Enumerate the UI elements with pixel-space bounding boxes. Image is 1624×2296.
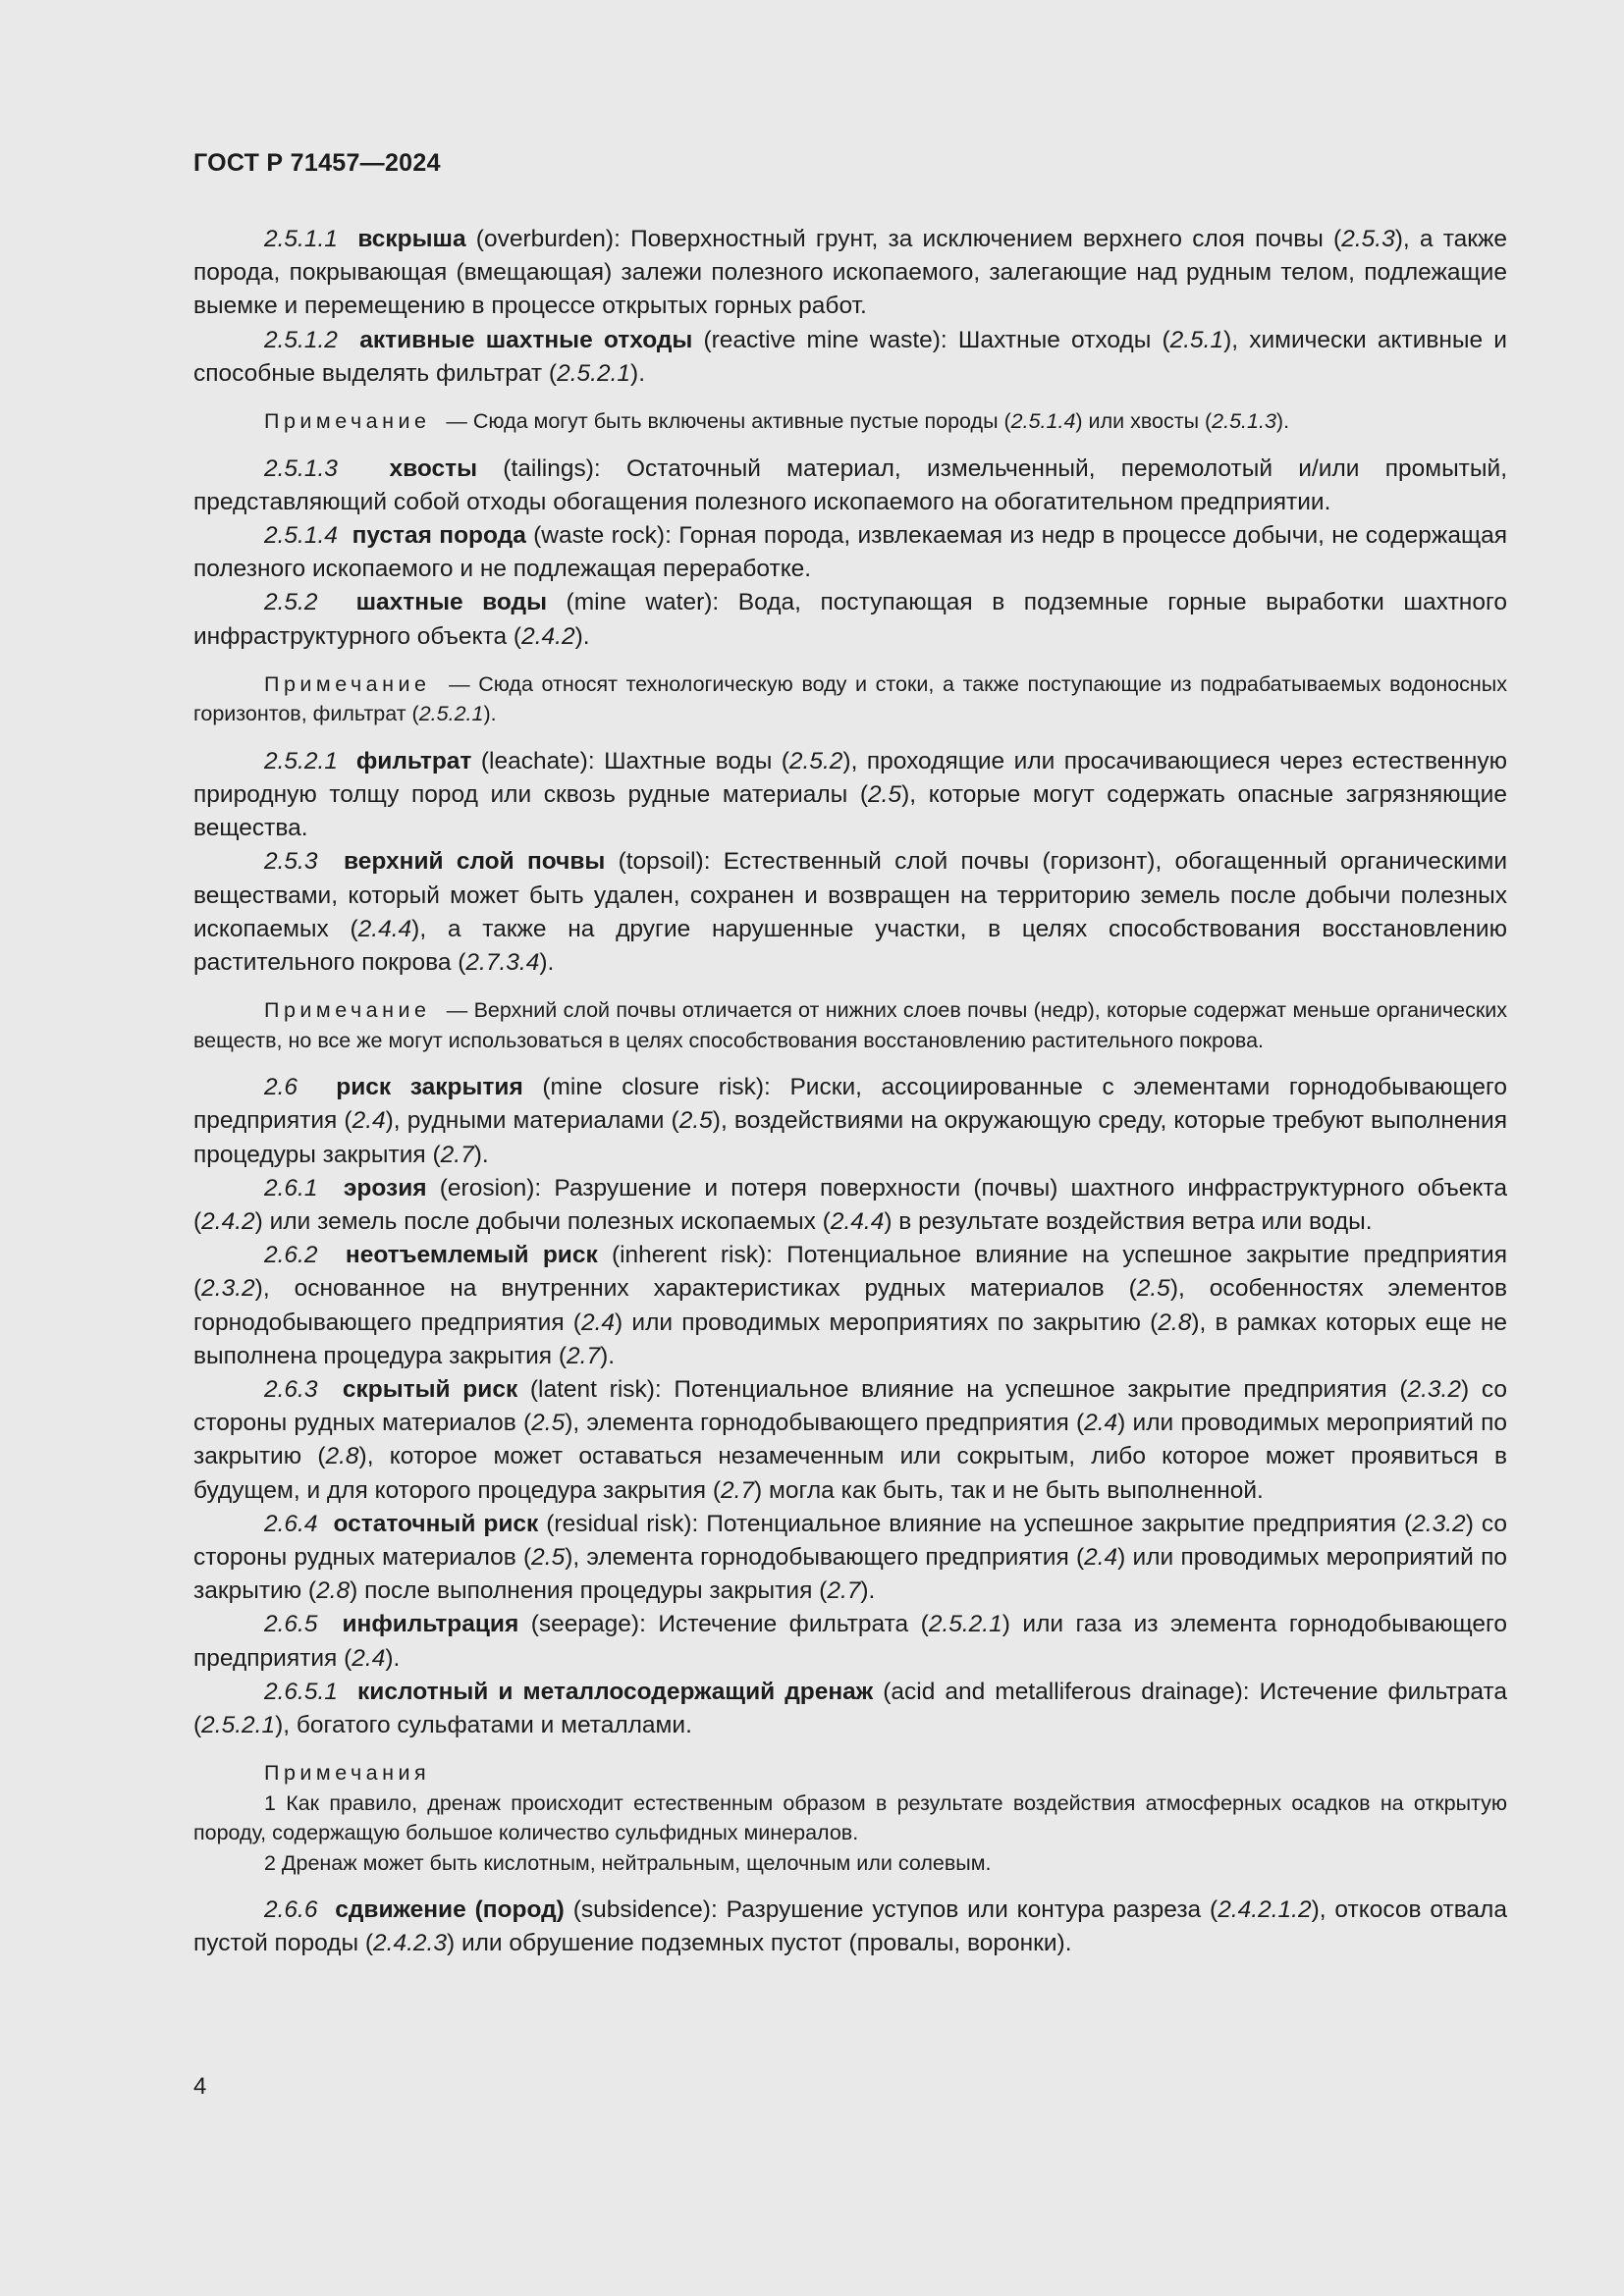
notes-label: Примечания bbox=[264, 1761, 431, 1786]
term-entry-2-5-1-4 bbox=[193, 519, 1507, 586]
note-text: — Сюда относят технологическую воду и стоки, а также поступающие из подрабатываемых водоносных горизонтов, фильтрат ( bbox=[193, 671, 1507, 726]
cross-reference: 2.8 bbox=[1158, 1308, 1192, 1336]
term-number: 2.6 bbox=[264, 1074, 298, 1101]
term-definition-tail: ), а также на другие нарушенные участки, в целях способствования восстановлению растительного покрова ( bbox=[193, 915, 1507, 976]
term-definition-tail: ), химически активные и способные выделять фильтрат ( bbox=[193, 326, 1507, 387]
term-definition: (subsidence): Разрушение уступов или контура разреза ( bbox=[564, 1896, 1218, 1924]
term-number: 2.5.1.3 bbox=[264, 454, 338, 482]
cross-reference: 2.5.2.1 bbox=[201, 1712, 276, 1739]
term-number: 2.5.3 bbox=[264, 848, 318, 876]
cross-reference: 2.8 bbox=[316, 1577, 351, 1605]
term-entry-2-6-5 bbox=[193, 1608, 1507, 1675]
cross-reference: 2.5.2.1 bbox=[928, 1611, 1002, 1638]
cross-reference: 2.5.2.1 bbox=[557, 359, 631, 387]
term-definition-tail: ) или проводимых мероприятиях по закрытию ( bbox=[615, 1308, 1159, 1336]
standard-header: ГОСТ Р 71457—2024 bbox=[193, 149, 441, 177]
term-entry-2-6-3 bbox=[193, 1373, 1507, 1508]
term-entry-2-6-2 bbox=[193, 1239, 1507, 1373]
term-name: инфильтрация bbox=[342, 1611, 519, 1638]
note-text: — Верхний слой почвы отличается от нижних слоев почвы (недр), которые содержат меньше органических веществ, но все же могут использоваться в целях способствования восстановлению растительного покрова. bbox=[193, 998, 1507, 1052]
cross-reference: 2.3.2 bbox=[201, 1275, 255, 1303]
term-definition-tail: ). bbox=[574, 622, 590, 650]
term-name: хвосты bbox=[389, 454, 478, 482]
term-name: верхний слой почвы bbox=[344, 848, 606, 876]
cross-reference: 2.5 bbox=[678, 1107, 713, 1135]
term-entry-2-5-3 bbox=[193, 845, 1507, 980]
term-definition-tail: ), элемента горнодобывающего предприятия ( bbox=[565, 1544, 1085, 1571]
term-definition: (latent risk): Потенциальное влияние на успешное закрытие предприятия ( bbox=[517, 1375, 1408, 1403]
term-definition-tail: ) или обрушение подземных пустот (провалы, воронки). bbox=[446, 1930, 1072, 1957]
term-definition-tail: ), в рамках которых еще не выполнена процедура закрытия ( bbox=[193, 1308, 1507, 1369]
term-definition-tail: ). bbox=[600, 1342, 616, 1369]
note-text: — Сюда могут быть включены активные пустые породы ( bbox=[440, 409, 1011, 434]
term-definition-tail: ), основанное на внутренних характеристиках рудных материалов ( bbox=[254, 1275, 1137, 1303]
term-definition: (mine closure risk): Риски, ассоциированные с элементами горнодобывающего предприятия ( bbox=[193, 1074, 1507, 1135]
term-entry-2-5-1-1 bbox=[193, 223, 1507, 324]
term-definition: (reactive mine waste): Шахтные отходы ( bbox=[692, 326, 1170, 353]
cross-reference: 2.3.2 bbox=[1412, 1510, 1466, 1537]
term-definition-tail: ), откосов отвала пустой породы ( bbox=[193, 1896, 1507, 1957]
term-number: 2.5.1.2 bbox=[264, 326, 338, 353]
term-definition: (inherent risk): Потенциальное влияние на успешное закрытие предприятия ( bbox=[193, 1242, 1507, 1303]
term-name: шахтные воды bbox=[355, 589, 548, 616]
term-definition-tail: ) или газа из элемента горнодобывающего предприятия ( bbox=[193, 1611, 1508, 1672]
term-entry-2-5-1-3 bbox=[193, 453, 1507, 519]
cross-reference: 2.4 bbox=[1084, 1410, 1118, 1437]
term-number: 2.6.1 bbox=[264, 1174, 318, 1201]
cross-reference: 2.4.2.3 bbox=[373, 1930, 447, 1957]
term-definition: (topsoil): Естественный слой почвы (горизонт), обогащенный органическими веществами, который может быть удален, сохранен и возвращен на территорию земель после добычи полезных ископаемых ( bbox=[193, 848, 1508, 942]
cross-reference: 2.4.2 bbox=[521, 622, 575, 650]
cross-reference: 2.5.3 bbox=[1341, 226, 1395, 252]
page-number: 4 bbox=[193, 2073, 207, 2100]
term-entry-2-6-1 bbox=[193, 1172, 1507, 1239]
term-number: 2.6.5.1 bbox=[264, 1678, 338, 1705]
cross-reference: 2.4.2 bbox=[201, 1207, 255, 1235]
cross-reference: 2.4 bbox=[580, 1308, 616, 1336]
term-number: 2.6.2 bbox=[264, 1242, 318, 1269]
cross-reference: 2.5.1.3 bbox=[1212, 409, 1276, 434]
term-definition-tail: ) или проводимых мероприятий по закрытию ( bbox=[193, 1410, 1507, 1470]
cross-reference: 2.7 bbox=[720, 1476, 755, 1504]
term-definition-tail: ). bbox=[539, 948, 555, 976]
term-definition-tail: ), которое может оставаться незамеченным или сокрытым, либо которое может проявиться в будущем, и для которого процедура закрытия ( bbox=[193, 1443, 1507, 1504]
document-body bbox=[193, 223, 1507, 1961]
term-number: 2.5.2 bbox=[264, 589, 318, 616]
cross-reference: 2.5.2 bbox=[788, 747, 843, 774]
cross-reference: 2.5.2.1 bbox=[418, 702, 484, 726]
term-entry-2-5-1-2 bbox=[193, 324, 1507, 391]
term-name: эрозия bbox=[343, 1174, 427, 1201]
cross-reference: 2.7 bbox=[440, 1141, 474, 1168]
term-name: риск закрытия bbox=[336, 1074, 523, 1101]
note-2-5-2 bbox=[193, 669, 1507, 729]
cross-reference: 2.4 bbox=[352, 1107, 386, 1135]
term-definition-tail: ), рудными материалами ( bbox=[385, 1107, 679, 1135]
cross-reference: 2.7 bbox=[567, 1342, 601, 1369]
cross-reference: 2.5 bbox=[531, 1544, 566, 1571]
cross-reference: 2.4.2.1.2 bbox=[1218, 1896, 1312, 1924]
term-definition-tail: ) со стороны рудных материалов ( bbox=[193, 1510, 1507, 1571]
term-number: 2.6.4 bbox=[264, 1510, 318, 1537]
term-definition-tail: ) со стороны рудных материалов ( bbox=[193, 1375, 1507, 1437]
term-definition-tail: ) или проводимых мероприятий по закрытию ( bbox=[193, 1544, 1507, 1605]
term-definition-tail: ) или земель после добычи полезных ископаемых ( bbox=[254, 1207, 831, 1235]
term-definition: (mine water): Вода, поступающая в подземные горные выработки шахтного инфраструктурного объекта ( bbox=[193, 589, 1507, 650]
cross-reference: 2.5 bbox=[531, 1410, 566, 1437]
note-text-tail: ). bbox=[1275, 409, 1290, 434]
term-entry-2-6-5-1 bbox=[193, 1676, 1507, 1742]
term-definition-tail: ) могла как быть, так и не быть выполненной. bbox=[754, 1476, 1264, 1504]
note-2-5-3 bbox=[193, 995, 1507, 1055]
cross-reference: 2.5.1.4 bbox=[1010, 409, 1076, 434]
note-item-2: 2 Дренаж может быть кислотным, нейтральным, щелочным или солевым. bbox=[264, 1850, 992, 1875]
cross-reference: 2.5 bbox=[1136, 1275, 1170, 1303]
note-text-tail: ) или хвосты ( bbox=[1075, 409, 1213, 434]
note-label: Примечание bbox=[264, 409, 431, 434]
term-name: неотъемлемый риск bbox=[345, 1242, 598, 1269]
term-definition: (erosion): Разрушение и потеря поверхности (почвы) шахтного инфраструктурного объекта ( bbox=[193, 1174, 1507, 1235]
term-name: сдвижение (пород) bbox=[335, 1896, 565, 1924]
term-name: вскрыша bbox=[357, 226, 466, 252]
term-name: активные шахтные отходы bbox=[359, 326, 693, 353]
cross-reference: 2.5.1 bbox=[1169, 326, 1224, 353]
term-definition-tail: ). bbox=[630, 359, 646, 387]
note-label: Примечание bbox=[264, 671, 431, 696]
cross-reference: 2.4 bbox=[352, 1644, 386, 1672]
note-2-5-1-2 bbox=[193, 406, 1507, 437]
term-name: скрытый риск bbox=[342, 1375, 518, 1403]
term-name: фильтрат bbox=[355, 747, 472, 774]
term-definition-tail: ) в результате воздействия ветра или воды. bbox=[884, 1207, 1373, 1235]
term-definition-tail: ), богатого сульфатами и металлами. bbox=[275, 1712, 692, 1739]
note-label: Примечание bbox=[264, 998, 431, 1023]
term-entry-2-6-6 bbox=[193, 1894, 1507, 1960]
term-definition: (tailings): Остаточный материал, измельченный, перемолотый и/или промытый, представляющий собой отходы обогащения полезного ископаемого на обогатительном предприятии. bbox=[193, 454, 1507, 515]
term-entry-2-5-2-1 bbox=[193, 745, 1507, 846]
term-entry-2-5-2 bbox=[193, 586, 1507, 653]
term-definition-tail: ), а также порода, покрывающая (вмещающая) залежи полезного ископаемого, залегающие над рудным телом, подлежащие выемке и перемещению в процессе открытых горных работ. bbox=[193, 226, 1508, 320]
term-definition: (acid and metalliferous drainage): Истечение фильтрата ( bbox=[193, 1678, 1507, 1739]
term-number: 2.5.2.1 bbox=[264, 747, 338, 774]
term-definition-tail: ). bbox=[473, 1141, 489, 1168]
term-definition: (overburden): Поверхностный грунт, за исключением верхнего слоя почвы ( bbox=[465, 226, 1342, 252]
term-name: пустая порода bbox=[352, 521, 526, 549]
term-definition-tail: ), особенностях элементов горнодобывающего предприятия ( bbox=[193, 1275, 1507, 1336]
term-number: 2.6.6 bbox=[264, 1896, 318, 1924]
term-definition: (waste rock): Горная порода, извлекаемая из недр в процессе добычи, не содержащая полезного ископаемого и не подлежащая переработке. bbox=[193, 521, 1507, 583]
term-entry-2-6-4 bbox=[193, 1508, 1507, 1609]
cross-reference: 2.5 bbox=[868, 780, 902, 808]
term-definition: (leachate): Шахтные воды ( bbox=[471, 747, 789, 774]
term-definition-tail: ) после выполнения процедуры закрытия ( bbox=[350, 1577, 828, 1605]
term-number: 2.6.5 bbox=[264, 1611, 318, 1638]
term-number: 2.5.1.4 bbox=[264, 521, 338, 549]
note-item-1: 1 Как правило, дренаж происходит естественным образом в результате воздействия атмосферных осадков на открытую породу, содержащую большое количество сульфидных минералов. bbox=[193, 1790, 1507, 1845]
cross-reference: 2.7.3.4 bbox=[465, 948, 540, 976]
cross-reference: 2.4.4 bbox=[357, 915, 412, 942]
term-definition-tail: ), элемента горнодобывающего предприятия ( bbox=[565, 1410, 1085, 1437]
cross-reference: 2.8 bbox=[325, 1443, 359, 1470]
term-entry-2-6 bbox=[193, 1071, 1507, 1172]
cross-reference: 2.4.4 bbox=[830, 1207, 885, 1235]
term-name: кислотный и металлосодержащий дренаж bbox=[357, 1678, 874, 1705]
term-definition: (seepage): Истечение фильтрата ( bbox=[518, 1611, 929, 1638]
term-definition-tail: ). bbox=[860, 1577, 876, 1605]
term-definition-tail: ), которые могут содержать опасные загрязняющие вещества. bbox=[193, 780, 1507, 842]
term-definition-tail: ), воздействиями на окружающую среду, которые требуют выполнения процедуры закрытия ( bbox=[193, 1107, 1508, 1168]
cross-reference: 2.3.2 bbox=[1407, 1375, 1461, 1403]
term-definition: (residual risk): Потенциальное влияние на успешное закрытие предприятия ( bbox=[538, 1510, 1413, 1537]
term-definition-tail: ). bbox=[385, 1644, 401, 1672]
term-number: 2.6.3 bbox=[264, 1375, 318, 1403]
cross-reference: 2.4 bbox=[1084, 1544, 1118, 1571]
term-number: 2.5.1.1 bbox=[264, 226, 338, 252]
term-name: остаточный риск bbox=[333, 1510, 539, 1537]
cross-reference: 2.7 bbox=[827, 1577, 861, 1605]
term-definition-tail: ), проходящие или просачивающиеся через естественную природную толщу пород или сквозь рудные материалы ( bbox=[193, 747, 1507, 808]
note-text-tail: ). bbox=[483, 702, 497, 726]
